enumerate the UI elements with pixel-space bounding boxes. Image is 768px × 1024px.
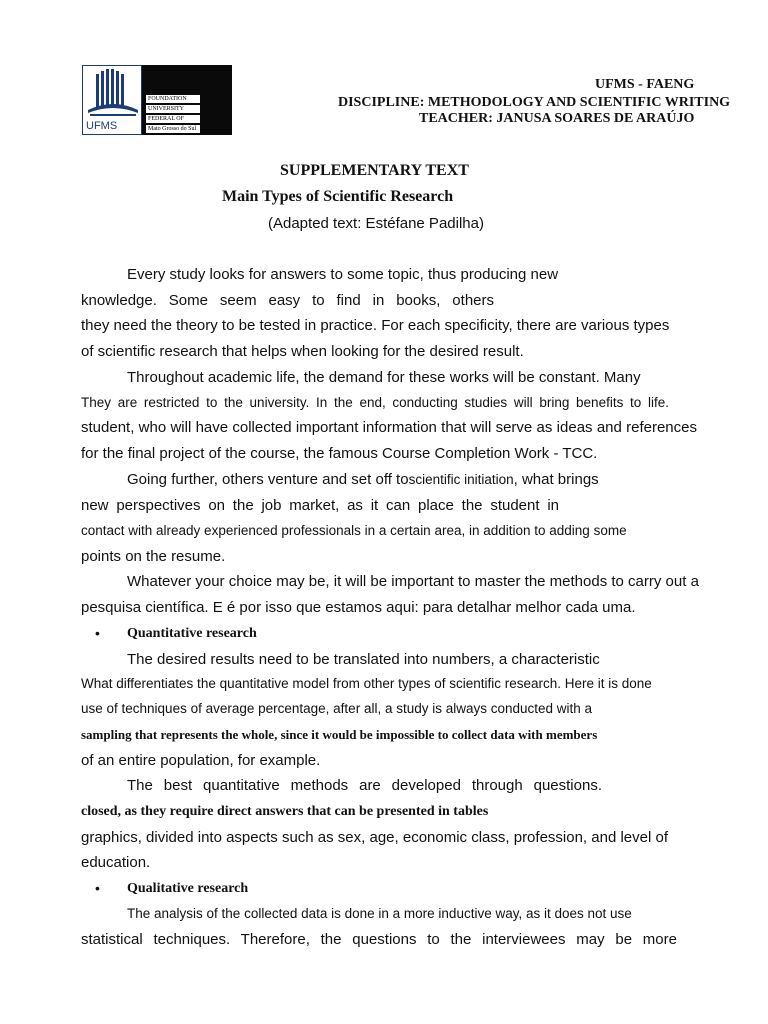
building-icon bbox=[84, 68, 142, 120]
section-heading-qualitative: Qualitative research bbox=[127, 881, 249, 896]
body-line: they need the theory to be tested in practice. For each specificity, there are various types bbox=[81, 317, 670, 334]
logo-line: UNIVERSITY bbox=[146, 105, 200, 113]
body-line: for the final project of the course, the famous Course Completion Work - TCC. bbox=[81, 445, 598, 462]
body-line: The desired results need to be translated into numbers, a characteristic bbox=[127, 651, 600, 668]
header-discipline: DISCIPLINE: METHODOLOGY AND SCIENTIFIC WRITING bbox=[338, 95, 731, 110]
bullet-icon: • bbox=[95, 880, 100, 896]
body-line: of scientific research that helps when looking for the desired result. bbox=[81, 343, 524, 360]
body-line: contact with already experienced professionals in a certain area, in addition to adding some bbox=[81, 523, 627, 538]
doc-adapted: (Adapted text: Estéfane Padilha) bbox=[268, 215, 484, 232]
body-line: Throughout academic life, the demand for these works will be constant. Many bbox=[127, 369, 641, 386]
logo-emblem bbox=[82, 65, 142, 135]
body-line: knowledge. Some seem easy to find in books, others bbox=[81, 292, 494, 309]
doc-label: SUPPLEMENTARY TEXT bbox=[280, 162, 469, 179]
doc-title: Main Types of Scientific Research bbox=[222, 188, 454, 205]
body-line: They are restricted to the university. In the end, conducting studies will bring benefits to life. bbox=[81, 395, 669, 410]
body-line: Every study looks for answers to some topic, thus producing new bbox=[127, 266, 559, 283]
bullet-icon: • bbox=[95, 625, 100, 641]
body-line bbox=[127, 471, 599, 489]
body-text-small: scientific initiation bbox=[408, 472, 514, 487]
logo-wordmark: UFMS bbox=[86, 120, 118, 132]
logo-line: FEDERAL OF bbox=[146, 115, 200, 123]
body-line: points on the resume. bbox=[81, 548, 226, 565]
logo-line: FOUNDATION bbox=[146, 95, 200, 103]
body-line: Whatever your choice may be, it will be important to master the methods to carry out a bbox=[127, 573, 699, 590]
body-line: statistical techniques. Therefore, the questions to the interviewees may be more bbox=[81, 931, 677, 948]
header-institution: UFMS - FAENG bbox=[595, 77, 695, 92]
body-line: student, who will have collected important information that will serve as ideas and references bbox=[81, 419, 697, 436]
body-text: , what brings bbox=[513, 471, 599, 488]
body-line: The best quantitative methods are developed through questions. bbox=[127, 777, 602, 794]
body-line: new perspectives on the job market, as it can place the student in bbox=[81, 497, 559, 514]
logo-text-panel bbox=[142, 65, 232, 135]
ufms-logo bbox=[82, 65, 232, 135]
body-line: What differentiates the quantitative model from other types of scientific research. Here it is done bbox=[81, 676, 652, 691]
body-line: The analysis of the collected data is done in a more inductive way, as it does not use bbox=[127, 906, 632, 921]
body-text: Going further, others venture and set off to bbox=[127, 471, 409, 488]
body-line: pesquisa científica. E é por isso que estamos aqui: para detalhar melhor cada uma. bbox=[81, 599, 636, 616]
body-line: of an entire population, for example. bbox=[81, 752, 321, 769]
logo-line: Mato Grosso do Sul bbox=[146, 125, 200, 133]
header-teacher: TEACHER: JANUSA SOARES DE ARAÚJO bbox=[419, 111, 695, 126]
body-line: sampling that represents the whole, since it would be impossible to collect data with members bbox=[81, 727, 598, 742]
section-heading-quantitative: Quantitative research bbox=[127, 626, 257, 641]
body-line: graphics, divided into aspects such as sex, age, economic class, profession, and level of bbox=[81, 829, 668, 846]
body-line: education. bbox=[81, 854, 151, 871]
body-line: use of techniques of average percentage, after all, a study is always conducted with a bbox=[81, 701, 593, 716]
body-line: closed, as they require direct answers that can be presented in tables bbox=[81, 804, 489, 819]
